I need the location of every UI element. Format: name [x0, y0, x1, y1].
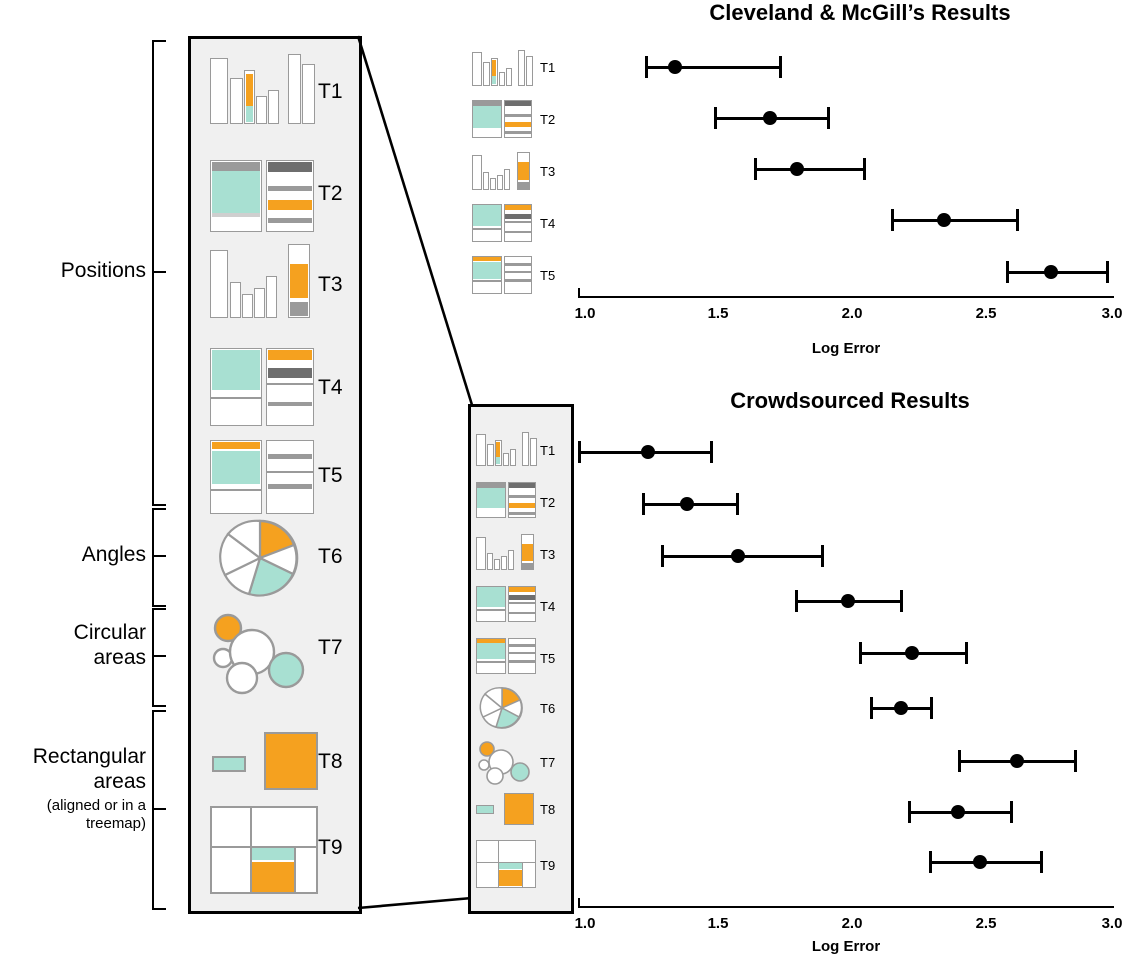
chart-title-top: Cleveland & McGill’s Results: [709, 0, 1011, 25]
xtick-bottom-3: 2.0: [841, 915, 863, 932]
mini-tag-t2: T2: [540, 112, 556, 127]
tick-positions: [152, 271, 166, 273]
tick-rectangular: [152, 808, 166, 810]
category-label-rectangular-line2: areas: [93, 770, 146, 793]
data-point-bottom-t9: [973, 855, 987, 869]
bubble-chart-icon-small: [474, 738, 534, 786]
task-glyph-t4: [206, 348, 316, 426]
data-point-bottom-t4: [841, 594, 855, 608]
data-point-top-t1: [668, 60, 682, 74]
mini2-tag-t2: T2: [540, 495, 556, 510]
task-tag-t1: T1: [318, 80, 343, 103]
task-tag-t2: T2: [318, 182, 343, 205]
mini-tag-t5: T5: [540, 268, 556, 283]
task-glyph-t8: [206, 730, 316, 794]
mini2-glyph-t8: [474, 792, 538, 826]
mini2-glyph-t1: [474, 430, 538, 466]
xtick-bottom-4: 2.5: [975, 915, 997, 932]
data-point-bottom-t2: [680, 497, 694, 511]
x-axis-top-left-cap: [578, 288, 580, 298]
xtick-bottom-5: 3.0: [1101, 915, 1123, 932]
mini2-tag-t5: T5: [540, 651, 556, 666]
data-point-bottom-t7: [1010, 754, 1024, 768]
bracket-circular: [152, 608, 166, 707]
data-point-bottom-t5: [905, 646, 919, 660]
mini-tag-t4: T4: [540, 216, 556, 231]
mini-glyph-t4: [470, 204, 534, 242]
data-point-top-t4: [937, 213, 951, 227]
mini-glyph-t5: [470, 256, 534, 294]
bracket-angles: [152, 508, 166, 607]
xtick-top-1: 1.0: [574, 305, 596, 322]
mini-glyph-t1: [470, 48, 534, 86]
xtick-top-2: 1.5: [707, 305, 729, 322]
xtick-bottom-1: 1.0: [574, 915, 596, 932]
category-label-rectangular-line3: (aligned or in a: [46, 797, 146, 814]
bracket-positions: [152, 40, 166, 506]
x-axis-bottom: [578, 906, 1114, 908]
pie-chart-icon: [214, 518, 306, 598]
xtick-bottom-2: 1.5: [707, 915, 729, 932]
chart-title-bottom: Crowdsourced Results: [730, 388, 970, 413]
category-label-angles: Angles: [81, 543, 146, 566]
mini2-glyph-t6: [478, 686, 534, 730]
xtick-top-5: 3.0: [1101, 305, 1123, 322]
data-point-bottom-t1: [641, 445, 655, 459]
data-point-top-t5: [1044, 265, 1058, 279]
mini2-glyph-t9: [474, 840, 538, 890]
task-glyph-t6: [214, 518, 314, 598]
category-label-rectangular-line4: treemap): [85, 815, 146, 832]
bubble-chart-icon: [206, 608, 310, 698]
data-point-bottom-t3: [731, 549, 745, 563]
mini2-glyph-t5: [474, 638, 538, 674]
mini-glyph-t2: [470, 100, 534, 138]
category-label-circular-line2: areas: [93, 646, 146, 669]
bracket-rectangular: [152, 710, 166, 910]
mini2-tag-t4: T4: [540, 599, 556, 614]
mini-tag-t1: T1: [540, 60, 556, 75]
mini2-glyph-t7: [474, 738, 538, 786]
task-tag-t5: T5: [318, 464, 343, 487]
x-axis-title-bottom: Log Error: [811, 938, 881, 955]
x-axis-title-top: Log Error: [811, 340, 881, 357]
task-glyph-t5: [206, 440, 316, 514]
mini2-glyph-t2: [474, 482, 538, 518]
xtick-top-3: 2.0: [841, 305, 863, 322]
task-glyph-t9: [206, 806, 318, 896]
task-tag-t9: T9: [318, 836, 343, 859]
mini2-glyph-t4: [474, 586, 538, 622]
category-label-rectangular-line1: Rectangular: [32, 745, 146, 768]
mini-tag-t3: T3: [540, 164, 556, 179]
task-tag-t4: T4: [318, 376, 343, 399]
mini2-glyph-t3: [474, 534, 538, 570]
category-label-rectangular: [0, 744, 146, 833]
data-point-top-t2: [763, 111, 777, 125]
task-glyph-t7: [206, 608, 316, 698]
mini2-tag-t7: T7: [540, 755, 556, 770]
mini2-tag-t9: T9: [540, 858, 556, 873]
x-axis-top: [578, 296, 1114, 298]
xtick-top-4: 2.5: [975, 305, 997, 322]
tick-angles: [152, 555, 166, 557]
mini2-tag-t1: T1: [540, 443, 556, 458]
pie-chart-icon-small: [478, 686, 526, 730]
category-label-positions: Positions: [60, 259, 146, 282]
category-label-circular: [0, 620, 146, 670]
mini-glyph-t3: [470, 152, 534, 190]
data-point-bottom-t8: [951, 805, 965, 819]
data-point-bottom-t6: [894, 701, 908, 715]
x-axis-bottom-left-cap: [578, 898, 580, 908]
task-tag-t7: T7: [318, 636, 343, 659]
task-tag-t3: T3: [318, 273, 343, 296]
task-glyph-t1: [206, 48, 316, 124]
mini2-tag-t6: T6: [540, 701, 556, 716]
mini2-tag-t8: T8: [540, 802, 556, 817]
task-glyph-t3: [206, 242, 316, 318]
task-glyph-t2: [206, 160, 316, 232]
tick-circular: [152, 655, 166, 657]
mini2-tag-t3: T3: [540, 547, 556, 562]
task-tag-t6: T6: [318, 545, 343, 568]
data-point-top-t3: [790, 162, 804, 176]
category-label-circular-line1: Circular: [73, 621, 146, 644]
task-tag-t8: T8: [318, 750, 343, 773]
